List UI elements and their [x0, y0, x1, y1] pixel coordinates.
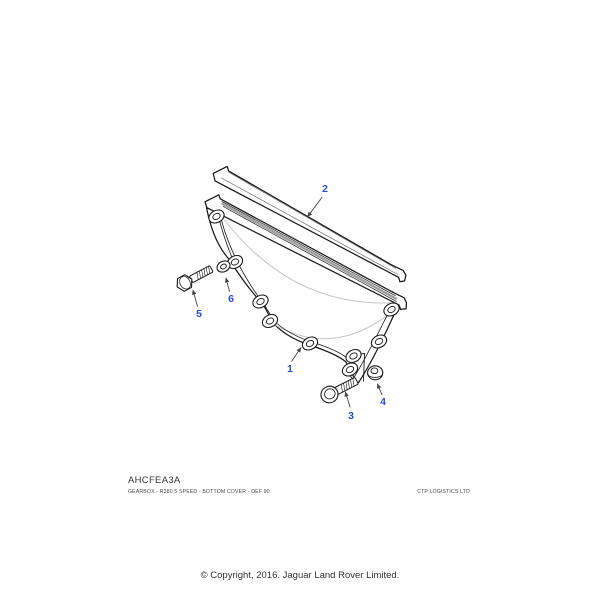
figure-code: AHCFEA3A — [128, 474, 181, 486]
part-5-bolt-drawing — [174, 262, 215, 293]
part-3-bolt-drawing — [318, 373, 360, 405]
part-4-nut-drawing — [368, 366, 383, 380]
leader-4 — [377, 384, 382, 395]
copyright-notice: © Copyright, 2016. Jaguar Land Rover Limited. — [200, 570, 400, 581]
leader-1 — [292, 348, 302, 362]
callout-6[interactable]: 6 — [228, 292, 234, 305]
callout-2[interactable]: 2 — [322, 182, 328, 195]
leader-3 — [345, 392, 350, 408]
leader-6 — [226, 278, 230, 292]
leader-2 — [308, 197, 323, 217]
callout-3[interactable]: 3 — [348, 409, 354, 422]
leader-5 — [193, 290, 198, 307]
callout-5[interactable]: 5 — [196, 307, 202, 320]
figure-caption: GEARBOX - R380 5 SPEED - BOTTOM COVER - DEF 90 — [128, 489, 270, 495]
vendor-label: CTP LOGISTICS LTD — [417, 489, 470, 495]
part-1-cover-plate-drawing — [207, 208, 399, 385]
callout-1[interactable]: 1 — [287, 362, 293, 375]
callout-4[interactable]: 4 — [380, 395, 386, 408]
